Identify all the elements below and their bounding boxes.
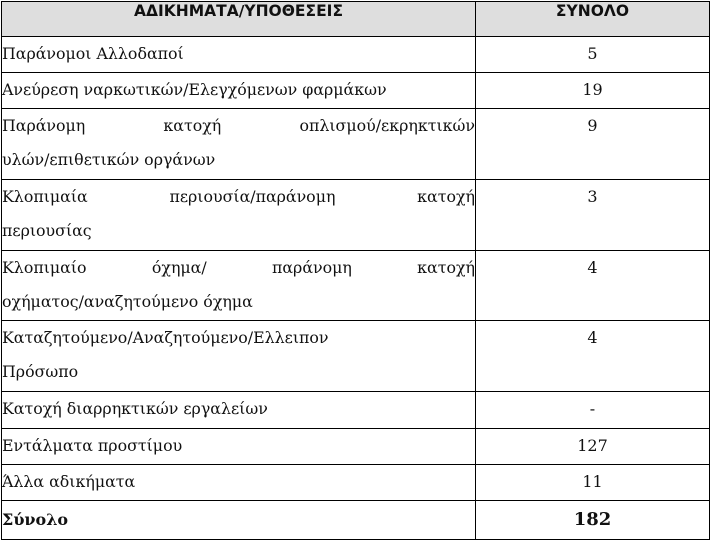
offense-count: 4: [476, 250, 710, 321]
offense-count: 19: [476, 73, 710, 108]
table-row: [2, 392, 710, 428]
table-row: [2, 108, 710, 179]
offense-label: Κατοχή διαρρηκτικών εργαλείων: [2, 392, 476, 428]
table-row: [2, 37, 710, 73]
table-total-row: [2, 501, 710, 540]
table-row: [2, 428, 710, 464]
offense-label: Εντάλματα προστίμου: [2, 428, 476, 464]
offense-count: 5: [476, 37, 710, 73]
offense-label: Κλοπιμαία περιουσία/παράνομη κατοχή περιουσίας: [2, 179, 476, 250]
offense-count: 9: [476, 108, 710, 179]
total-value: 182: [476, 501, 710, 540]
offense-label: Παράνομοι Αλλοδαποί: [2, 37, 476, 73]
offense-count: -: [476, 392, 710, 428]
offense-label: Ανεύρεση ναρκωτικών/Ελεγχόμενων φαρμάκων: [2, 73, 476, 108]
total-label: Σύνολο: [2, 501, 476, 540]
offense-label: Παράνομη κατοχή οπλισμού/εκρηκτικών υλών/επιθετικών οργάνων: [2, 108, 476, 179]
offense-count: 4: [476, 321, 710, 392]
header-total: ΣΥΝΟΛΟ: [476, 2, 710, 37]
table-row: [2, 73, 710, 108]
table-row: [2, 179, 710, 250]
offenses-table: [1, 1, 710, 540]
offense-count: 11: [476, 465, 710, 501]
offense-label: Άλλα αδικήματα: [2, 465, 476, 501]
header-offenses: ΑΔΙΚΗΜΑΤΑ/ΥΠΟΘΕΣΕΙΣ: [2, 2, 476, 37]
offense-label: Κλοπιμαίο όχημα/ παράνομη κατοχή οχήματος/αναζητούμενο όχημα: [2, 250, 476, 321]
table-row: [2, 465, 710, 501]
offense-count: 3: [476, 179, 710, 250]
table-row: [2, 321, 710, 392]
table-row: [2, 250, 710, 321]
table-header-row: [2, 2, 710, 37]
offense-count: 127: [476, 428, 710, 464]
offense-label: Καταζητούμενο/Αναζητούμενο/Ελλειπον Πρόσωπο: [2, 321, 476, 392]
